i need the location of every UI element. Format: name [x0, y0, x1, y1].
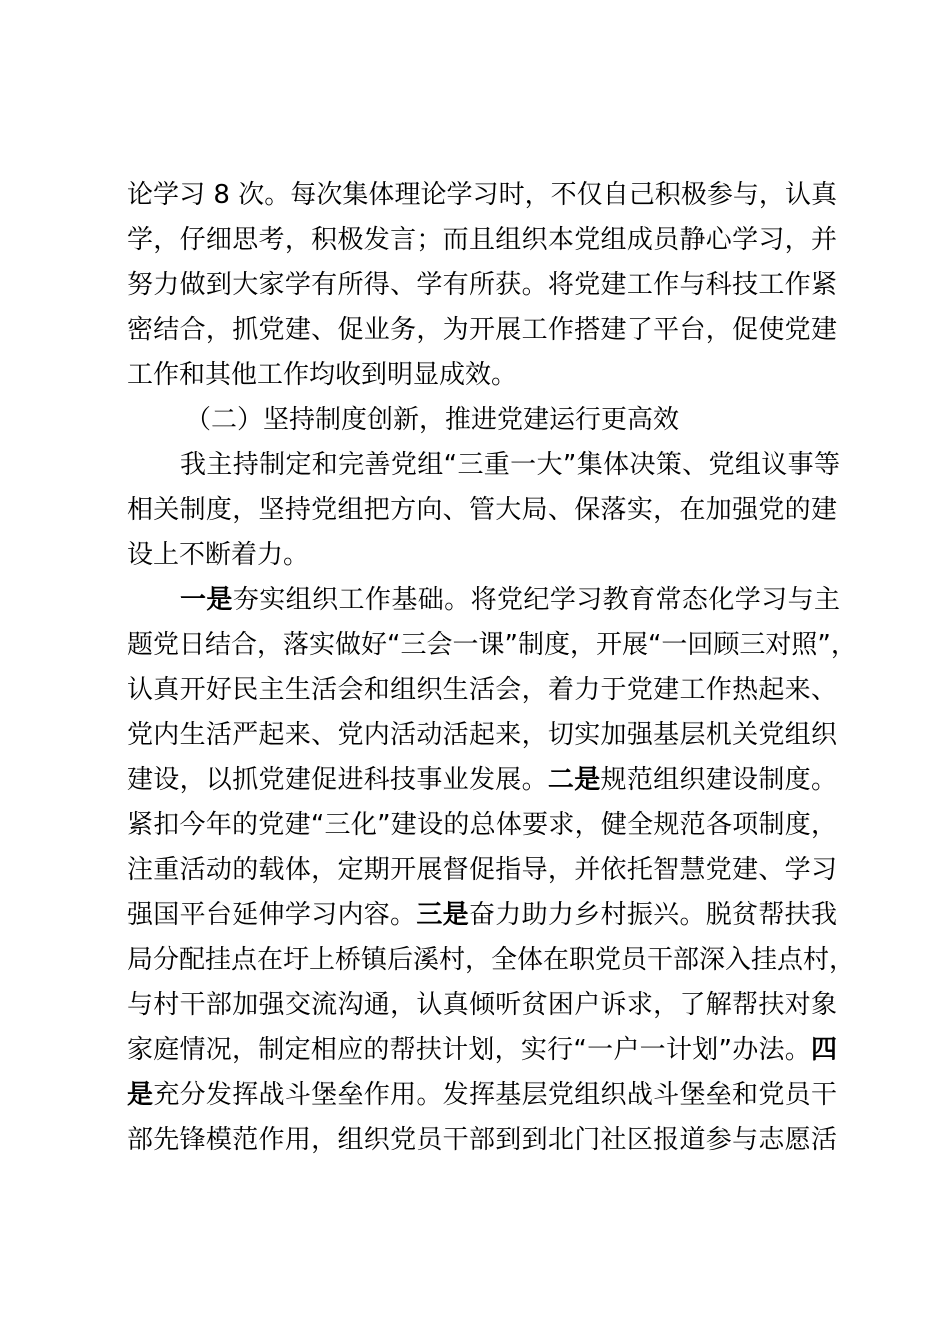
para3-line-6: 紧扣今年的党建“三化”建设的总体要求，健全规范各项制度，	[127, 810, 837, 840]
para3-line-4: 党内生活严起来、党内活动活起来，切实加强基层机关党组织	[127, 720, 837, 750]
para3-line-3: 认真开好民主生活会和组织生活会，着力于党建工作热起来、	[127, 675, 837, 705]
section-heading: （二）坚持制度创新，推进党建运行更高效	[185, 405, 680, 435]
para3-line-11-text-a: 家庭情况，制定相应的帮扶计划，实行“一户一计划”办法。	[127, 1035, 811, 1065]
body-line-1: 论学习 8 次。每次集体理论学习时，不仅自己积极参与，认真	[127, 180, 837, 210]
para3-line-7: 注重活动的载体，定期开展督促指导，并依托智慧党建、学习	[127, 855, 837, 885]
point-four-label-b: 是	[127, 1080, 154, 1110]
para3-line-8-text-a: 强国平台延伸学习内容。	[127, 900, 417, 930]
para3-line-13: 部先锋模范作用，组织党员干部到到北门社区报道参与志愿活	[127, 1125, 837, 1155]
para3-line-8-text-b: 奋力助力乡村振兴。脱贫帮扶我	[469, 900, 837, 930]
para2-line-1: 我主持制定和完善党组“三重一大”集体决策、党组议事等	[180, 450, 840, 480]
para2-line-2: 相关制度，坚持党组把方向、管大局、保落实，在加强党的建	[127, 495, 837, 525]
para3-line-1	[180, 578, 840, 623]
para3-line-10: 与村干部加强交流沟通，认真倾听贫困户诉求，了解帮扶对象	[127, 990, 837, 1020]
para3-line-5-text-b: 规范组织建设制度。	[600, 765, 837, 795]
body-line-5: 工作和其他工作均收到明显成效。	[127, 360, 518, 390]
para3-line-9: 局分配挂点在圩上桥镇后溪村，全体在职党员干部深入挂点村，	[127, 945, 856, 975]
para3-line-1-text: 夯实组织工作基础。将党纪学习教育常态化学习与主	[232, 585, 840, 615]
point-three-label: 三是	[416, 900, 469, 930]
body-line-3: 努力做到大家学有所得、学有所获。将党建工作与科技工作紧	[127, 270, 837, 300]
para3-line-11	[127, 1028, 837, 1073]
para3-line-12-text: 充分发挥战斗堡垒作用。发挥基层党组织战斗堡垒和党员干	[153, 1080, 837, 1110]
para3-line-2: 题党日结合，落实做好“三会一课”制度，开展“一回顾三对照”，	[127, 630, 857, 660]
body-line-2: 学，仔细思考，积极发言；而且组织本党组成员静心学习，并	[127, 225, 837, 255]
para3-line-5	[127, 758, 837, 803]
point-two-label: 二是	[547, 765, 601, 795]
para3-line-8	[127, 893, 837, 938]
point-four-label-a: 四	[810, 1035, 837, 1065]
para2-line-3: 设上不断着力。	[127, 540, 310, 570]
body-line-4: 密结合，抓党建、促业务，为开展工作搭建了平台，促使党建	[127, 315, 837, 345]
para3-line-5-text-a: 建设，以抓党建促进科技事业发展。	[127, 765, 548, 795]
point-one-label: 一是	[180, 585, 233, 615]
para3-line-12	[127, 1073, 837, 1118]
